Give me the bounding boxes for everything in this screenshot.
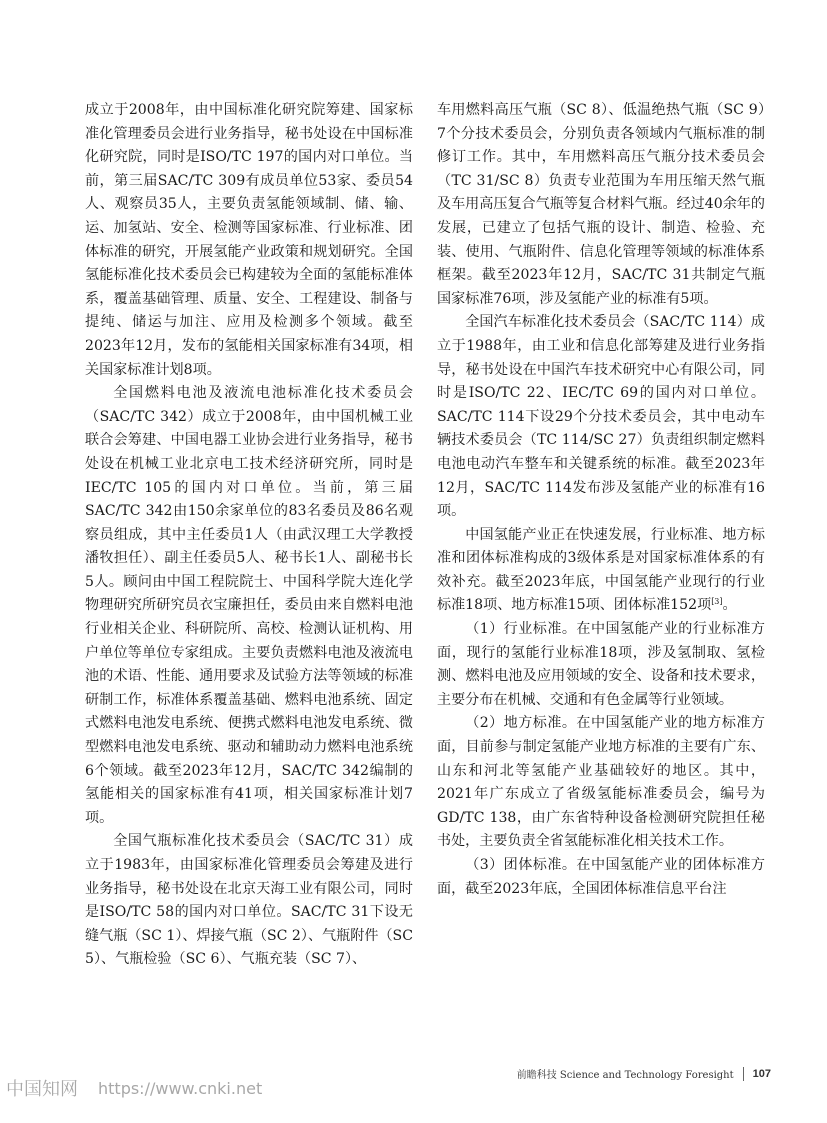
paragraph: （1）行业标准。在中国氢能产业的行业标准方面，现行的氢能行业标准18项，涉及氢制取、氢检测、燃料电池及应用领域的安全、设备和技术要求，主要分布在机械、交通和有色金属等行业领域。	[437, 621, 765, 708]
paragraph: （3）团体标准。在中国氢能产业的团体标准方面，截至2023年底，全国团体标准信息平台注	[437, 857, 765, 897]
paragraph-text-end: 。	[722, 597, 737, 614]
paragraph: 车用燃料高压气瓶（SC 8）、低温绝热气瓶（SC 9）7个分技术委员会，分别负责各领域内气瓶标准的制修订工作。其中，车用燃料高压气瓶分技术委员会（TC 31/SC 8）负责专业范围为车用压缩天然气瓶及车用高压复合气瓶等复合材料气瓶。经过40余年的发展，已建立了包括气瓶的设计、制造、检验、充装、使用、气瓶附件、信息化管理等领域的标准体系框架。截至2023年12月，SAC/TC 31共制定气瓶国家标准76项，涉及氢能产业的标准有5项。	[437, 102, 765, 307]
paragraph: 全国燃料电池及液流电池标准化技术委员会（SAC/TC 342）成立于2008年，由中国机械工业联合会筹建、中国电器工业协会进行业务指导，秘书处设在机械工业北京电工技术经济研究所，同时是IEC/TC 105的国内对口单位。当前，第三届SAC/TC 342由150余家单位的83名委员及86名观察员组成，其中主任委员1人（由武汉理工大学教授潘牧担任）、副主任委员5人、秘书长1人、副秘书长5人。顾问由中国工程院院士、中国科学院大连化学物理研究所研究员衣宝廉担任，委员由来自燃料电池行业相关企业、科研院所、高校、检测认证机构、用户单位等单位专家组成。主要负责燃料电池及液流电池的术语、性能、通用要求及试验方法等领域的标准研制工作，标准体系覆盖基础、燃料电池系统、固定式燃料电池发电系统、便携式燃料电池发电系统、微型燃料电池发电系统、驱动和辅助动力燃料电池系统6个领域。截至2023年12月，SAC/TC 342编制的氢能相关的国家标准有41项，相关国家标准计划7项。	[85, 385, 413, 826]
cnki-watermark	[6, 1075, 262, 1101]
right-column	[437, 99, 765, 901]
watermark-brand: 中国知网	[6, 1079, 78, 1100]
paragraph	[437, 524, 765, 618]
page-number: 107	[752, 1067, 771, 1080]
paragraph-text: 中国氢能产业正在快速发展，行业标准、地方标准和团体标准构成的3级体系是对国家标准体系的有效补充。截至2023年底，中国氢能产业现行的行业标准18项、地方标准15项、团体标准152项	[437, 526, 765, 614]
footer-divider	[743, 1067, 744, 1081]
citation-reference[interactable]: [3]	[711, 597, 723, 607]
paragraph: （2）地方标准。在中国氢能产业的地方标准方面，目前参与制定氢能产业地方标准的主要有广东、山东和河北等氢能产业基础较好的地区。其中，2021年广东成立了省级氢能标准委员会，编号为GD/TC 138，由广东省特种设备检测研究院担任秘书处，主要负责全省氢能标准化相关技术工作。	[437, 715, 765, 850]
paragraph: 全国汽车标准化技术委员会（SAC/TC 114）成立于1988年，由工业和信息化部筹建及进行业务指导，秘书处设在中国汽车技术研究中心有限公司，同时是ISO/TC 22、IEC/TC 69的国内对口单位。SAC/TC 114下设29个分技术委员会，其中电动车辆技术委员会（TC 114/SC 27）负责组织制定燃料电池电动汽车整车和关键系统的标准。截至2023年12月，SAC/TC 114发布涉及氢能产业的标准有16项。	[437, 314, 765, 520]
paragraph: 全国气瓶标准化技术委员会（SAC/TC 31）成立于1983年，由国家标准化管理委员会筹建及进行业务指导，秘书处设在北京天海工业有限公司，同时是ISO/TC 58的国内对口单位。SAC/TC 31下设无缝气瓶（SC 1）、焊接气瓶（SC 2）、气瓶附件（SC 5）、气瓶检验（SC 6）、气瓶充装（SC 7）、	[85, 833, 413, 968]
watermark-url: https://www.cnki.net	[98, 1078, 263, 1098]
page-footer	[517, 1066, 771, 1081]
journal-name: 前瞻科技 Science and Technology Foresight	[516, 1070, 734, 1081]
left-column	[85, 99, 413, 972]
paragraph: 成立于2008年，由中国标准化研究院筹建、国家标准化管理委员会进行业务指导，秘书处设在中国标准化研究院，同时是ISO/TC 197的国内对口单位。当前，第三届SAC/TC 309有成员单位53家、委员54人、观察员35人，主要负责氢能领域制、储、输、运、加氢站、安全、检测等国家标准、行业标准、团体标准的研究，开展氢能产业政策和规划研究。全国氢能标准化技术委员会已构建较为全面的氢能标准体系，覆盖基础管理、质量、安全、工程建设、制备与提纯、储运与加注、应用及检测多个领域。截至2023年12月，发布的氢能相关国家标准有34项，相关国家标准计划8项。	[85, 102, 413, 378]
